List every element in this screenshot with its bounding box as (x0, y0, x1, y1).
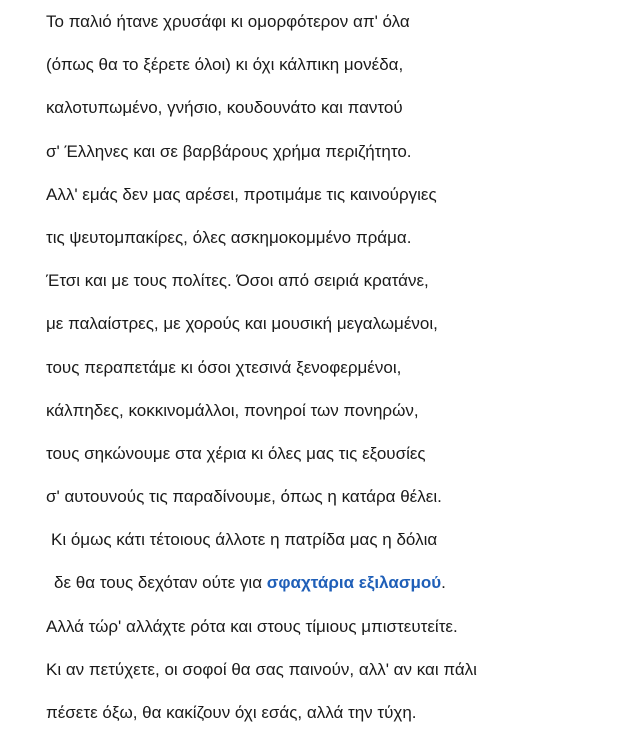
poem-line-11: τους σηκώνουμε στα χέρια κι όλες μας τις εξουσίες (46, 443, 426, 463)
poem-line-5: Αλλ' εμάς δεν μας αρέσει, προτιμάμε τις καινούργιες (46, 184, 437, 204)
poem-text (46, 7, 477, 733)
poem-line-14-before: δε θα τους δεχόταν ούτε για (54, 573, 267, 593)
poem-line-9: τους περαπετάμε κι όσοι χτεσινά ξενοφερμένοι, (46, 357, 402, 377)
poem-line-6: τις ψευτομπακίρες, όλες ασκημοκομμένο πράμα. (46, 227, 412, 247)
poem-line-3: καλοτυπωμένο, γνήσιο, κουδουνάτο και παντού (46, 98, 403, 118)
poem-line-4: σ' Έλληνες και σε βαρβάρους χρήμα περιζήτητο. (46, 141, 412, 161)
poem-line-13: Κι όμως κάτι τέτοιους άλλοτε η πατρίδα μας η δόλια (51, 530, 438, 550)
sacrificial-victims-link[interactable]: σφαχτάρια εξιλασμού (266, 573, 442, 593)
poem-line-7: Έτσι και με τους πολίτες. Όσοι από σειριά κρατάνε, (46, 271, 429, 291)
poem-line-10: κάλπηδες, κοκκινομάλλοι, πονηροί των πονηρών, (46, 400, 419, 420)
poem-line-16: Κι αν πετύχετε, οι σοφοί θα σας παινούν, αλλ' αν και πάλι (46, 659, 477, 679)
poem-line-8: με παλαίστρες, με χορούς και μουσική μεγαλωμένοι, (46, 314, 438, 334)
poem-line-12: σ' αυτουνούς τις παραδίνουμε, όπως η κατάρα θέλει. (46, 487, 442, 507)
poem-line-14-after: . (441, 573, 446, 593)
poem-line-1: Το παλιό ήτανε χρυσάφι κι ομορφότερον απ' όλα (46, 12, 410, 31)
poem-line-17: πέσετε όξω, θα κακίζουν όχι εσάς, αλλά την τύχη. (46, 703, 417, 722)
poem-line-14 (46, 568, 477, 611)
poem-line-2: (όπως θα το ξέρετε όλοι) κι όχι κάλπικη μονέδα, (46, 55, 404, 75)
poem-line-15: Αλλά τώρ' αλλάχτε ρότα και στους τίμιους μπιστευτείτε. (46, 616, 458, 636)
